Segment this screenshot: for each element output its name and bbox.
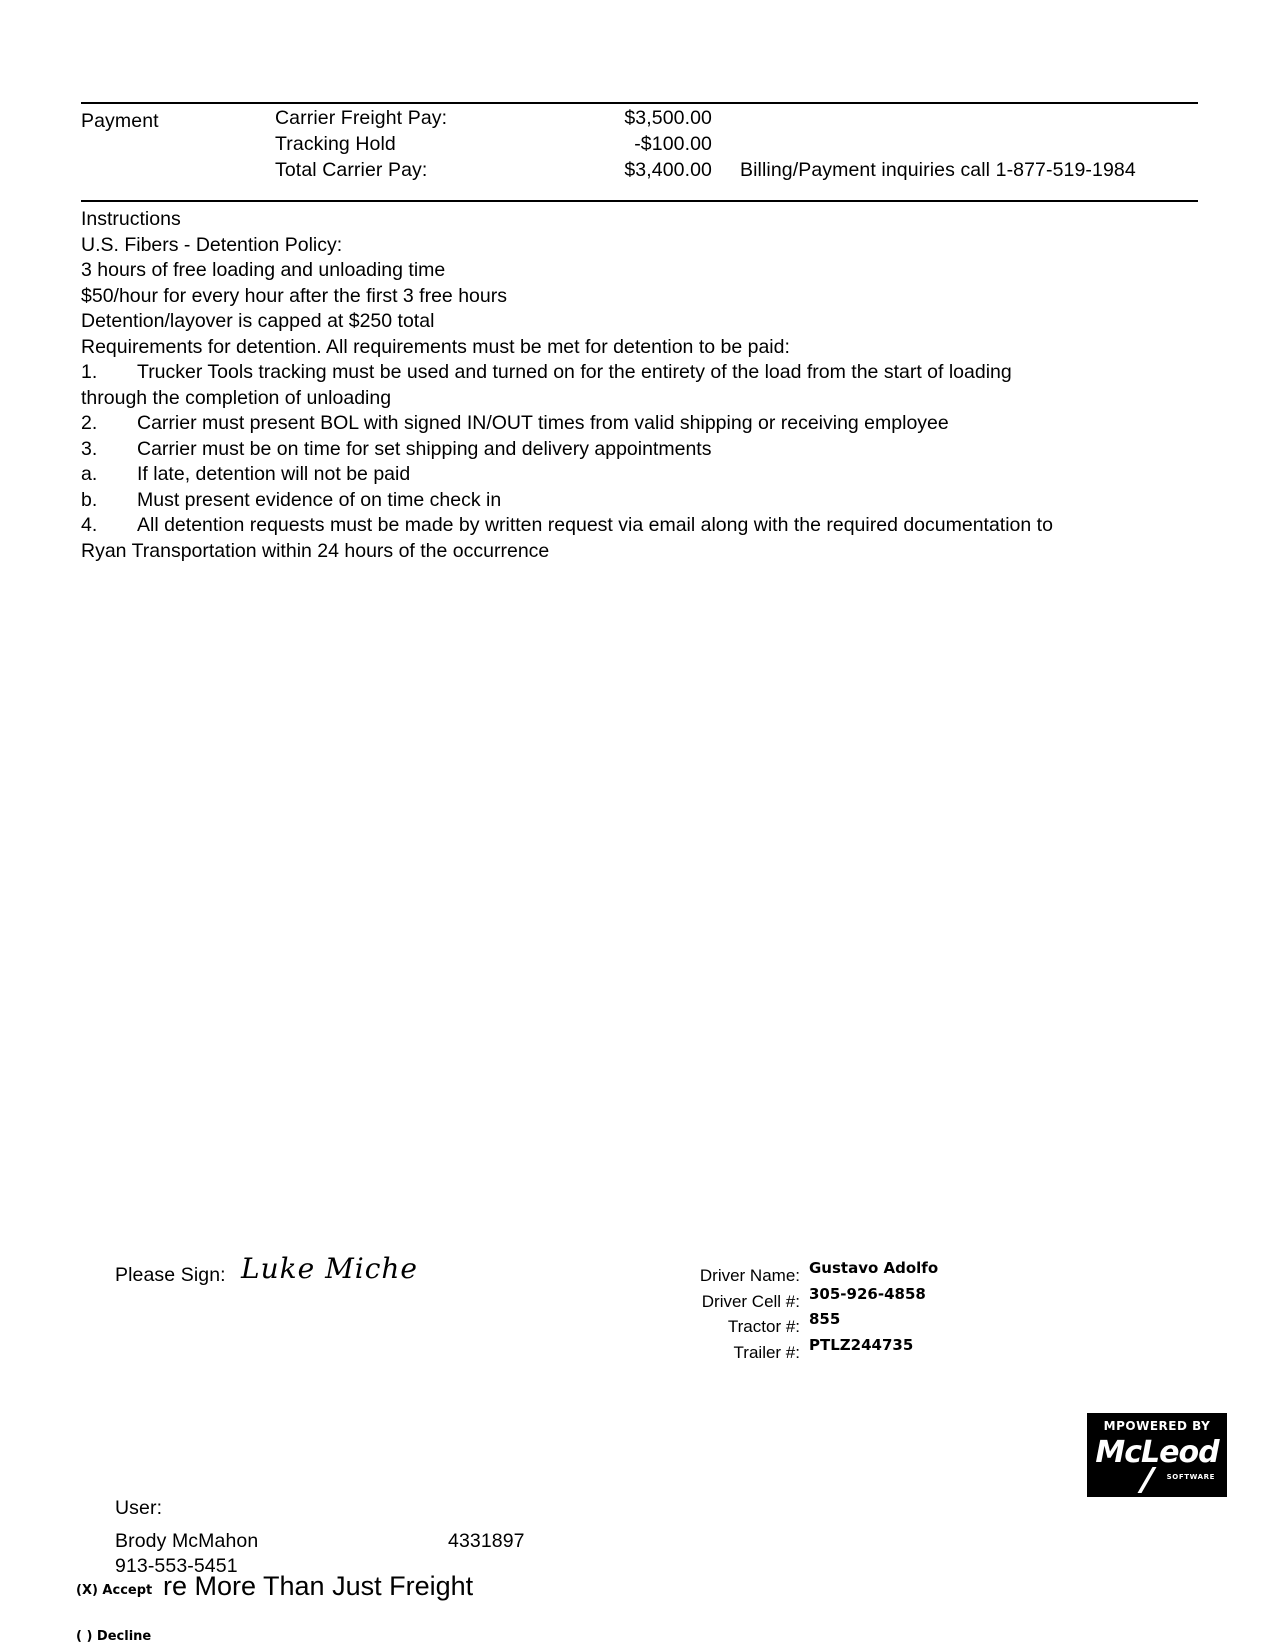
user-phone: 913-553-5451	[115, 1555, 238, 1577]
trailer-label: Trailer #:	[733, 1343, 800, 1362]
instruction-line: 2. Carrier must present BOL with signed IN/OUT times from valid shipping or receiving employee	[81, 412, 949, 434]
slogan-text: re More Than Just Freight	[163, 1571, 474, 1601]
instruction-line: a. If late, detention will not be paid	[81, 463, 411, 485]
bottom-rule	[81, 200, 1198, 202]
instruction-line: 3 hours of free loading and unloading time	[81, 259, 446, 281]
powered-by-text: MPOWERED BY	[1103, 1419, 1211, 1433]
carrier-freight-pay-label: Carrier Freight Pay:	[275, 107, 448, 129]
trailer-value[interactable]: PTLZ244735	[809, 1336, 914, 1354]
signature-prompt: Please Sign:	[115, 1264, 226, 1286]
total-carrier-pay-label: Total Carrier Pay:	[275, 159, 428, 181]
total-carrier-pay-amount: $3,400.00	[624, 159, 712, 181]
instruction-line: Ryan Transportation within 24 hours of the occurrence	[81, 539, 550, 562]
instructions-block	[81, 207, 1211, 564]
user-label: User:	[115, 1497, 163, 1519]
instruction-line: 1. Trucker Tools tracking must be used and turned on for the entirety of the load from the start of loading	[81, 361, 1012, 383]
instruction-line: Detention/layover is capped at $250 total	[81, 310, 435, 332]
instruction-line: through the completion of unloading	[81, 386, 392, 409]
accept-option[interactable]: (X) Accept	[76, 1583, 153, 1598]
instruction-line: U.S. Fibers - Detention Policy:	[81, 233, 343, 256]
payment-section-label: Payment	[81, 110, 159, 132]
instruction-line: b. Must present evidence of on time check in	[81, 488, 502, 511]
instruction-line: Instructions	[81, 208, 181, 230]
driver-cell-value[interactable]: 305-926-4858	[809, 1285, 926, 1303]
tracking-hold-amount: -$100.00	[634, 133, 712, 155]
user-id: 4331897	[448, 1530, 525, 1552]
top-rule	[81, 102, 1198, 104]
signature-value[interactable]: Luke Miche	[241, 1252, 418, 1285]
user-name: Brody McMahon	[115, 1530, 259, 1552]
instruction-line: $50/hour for every hour after the first 3 free hours	[81, 284, 507, 307]
decline-option[interactable]: ( ) Decline	[76, 1629, 152, 1644]
mcleod-brand: McLeod	[1095, 1435, 1219, 1470]
instruction-line: 4. All detention requests must be made by written request via email along with the required documentation to	[81, 514, 1053, 536]
driver-cell-label: Driver Cell #:	[701, 1292, 800, 1311]
software-text: SOFTWARE	[1166, 1473, 1215, 1481]
billing-inquiry-text: Billing/Payment inquiries call 1-877-519-1984	[740, 159, 1136, 181]
tractor-value[interactable]: 855	[809, 1310, 841, 1328]
tractor-label: Tractor #:	[727, 1317, 800, 1336]
instruction-line: 3. Carrier must be on time for set shipping and delivery appointments	[81, 437, 712, 460]
logo-slash-icon	[1137, 1467, 1156, 1493]
driver-name-label: Driver Name:	[699, 1266, 800, 1285]
instruction-line: Requirements for detention. All requirements must be met for detention to be paid:	[81, 335, 790, 358]
driver-name-value[interactable]: Gustavo Adolfo	[809, 1259, 939, 1277]
carrier-freight-pay-amount: $3,500.00	[624, 107, 712, 129]
tracking-hold-label: Tracking Hold	[275, 133, 396, 155]
powered-by-logo	[1087, 1413, 1227, 1497]
